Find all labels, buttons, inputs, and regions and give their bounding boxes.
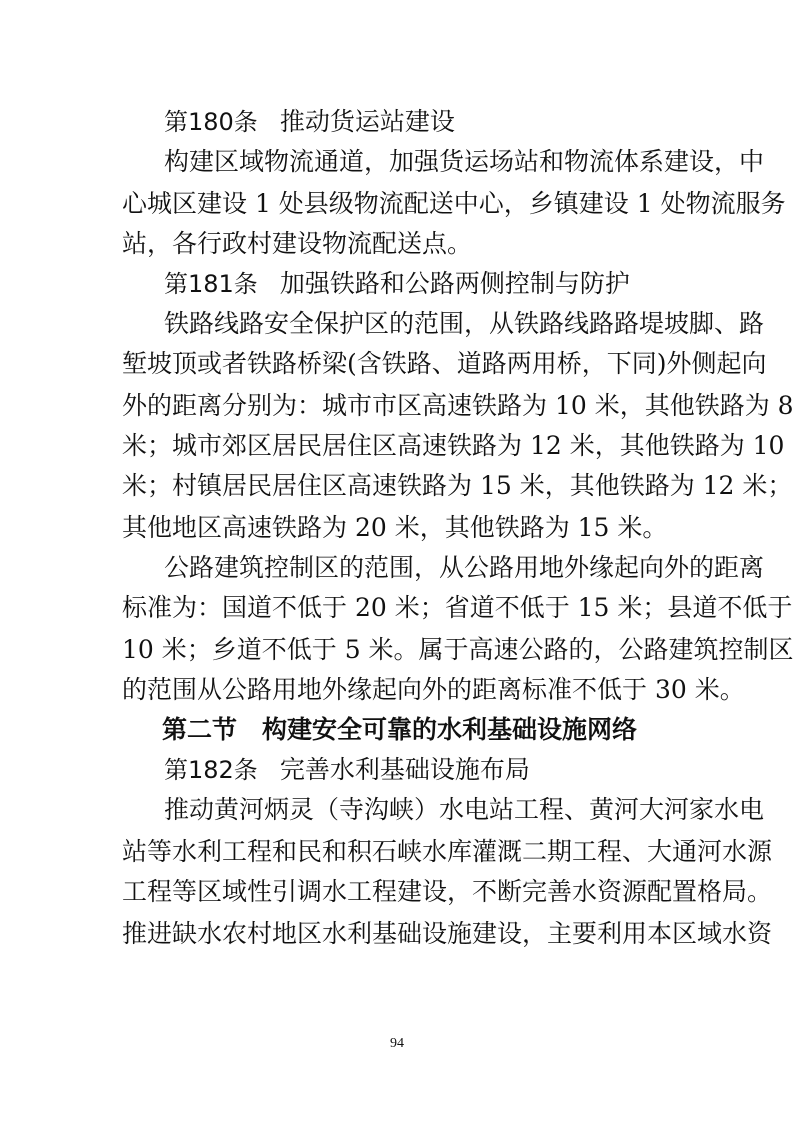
article-182-title: 完善水利基础设施布局 xyxy=(279,755,530,784)
article-181-para2-line-1: 公路建筑控制区的范围，从公路用地外缘起向外的距离 xyxy=(164,553,765,582)
article-181-para1-line-5: 米；村镇居民居住区高速铁路为 15 米，其他铁路为 12 米； xyxy=(122,471,793,500)
page-number: 94 xyxy=(390,1036,404,1051)
article-181-para2-line-4: 的范围从公路用地外缘起向外的距离标准不低于 30 米。 xyxy=(122,675,745,704)
article-180-title: 推动货运站建设 xyxy=(279,107,455,136)
article-181-para1-line-2: 堑坡顶或者铁路桥梁(含铁路、道路两用桥，下同)外侧起向 xyxy=(122,349,767,378)
article-180-line-2: 心城区建设 1 处县级物流配送中心，乡镇建设 1 处物流服务 xyxy=(122,189,786,218)
article-182-number: 第182条 xyxy=(164,756,258,784)
article-180-line-3: 站，各行政村建设物流配送点。 xyxy=(122,229,473,258)
article-181-title: 加强铁路和公路两侧控制与防护 xyxy=(279,269,630,298)
article-181-para2-line-2: 标准为：国道不低于 20 米；省道不低于 15 米；县道不低于 xyxy=(122,593,793,622)
article-181-para1-line-3: 外的距离分别为：城市市区高速铁路为 10 米，其他铁路为 8 xyxy=(122,391,794,420)
article-182-line-3: 工程等区域性引调水工程建设，不断完善水资源配置格局。 xyxy=(122,877,773,906)
article-182-line-2: 站等水利工程和民和积石峡水库灌溉二期工程、大通河水源 xyxy=(122,837,773,866)
article-182-line-4: 推进缺水农村地区水利基础设施建设，主要利用本区域水资 xyxy=(122,919,773,948)
article-181-para1-line-1: 铁路线路安全保护区的范围，从铁路线路路堤坡脚、路 xyxy=(164,309,765,338)
article-181-para1-line-6: 其他地区高速铁路为 20 米，其他铁路为 15 米。 xyxy=(122,513,668,542)
article-180-line-1: 构建区域物流通道，加强货运场站和物流体系建设，中 xyxy=(164,147,765,176)
article-181-number: 第181条 xyxy=(164,270,258,298)
article-182-line-1: 推动黄河炳灵（寺沟峡）水电站工程、黄河大河家水电 xyxy=(164,795,765,824)
article-180-number: 第180条 xyxy=(164,108,258,136)
section-2-heading: 第二节 构建安全可靠的水利基础设施网络 xyxy=(161,715,637,744)
article-181-para2-line-3: 10 米；乡道不低于 5 米。属于高速公路的，公路建筑控制区 xyxy=(122,635,794,664)
article-181-para1-line-4: 米；城市郊区居民居住区高速铁路为 12 米，其他铁路为 10 xyxy=(122,431,785,460)
